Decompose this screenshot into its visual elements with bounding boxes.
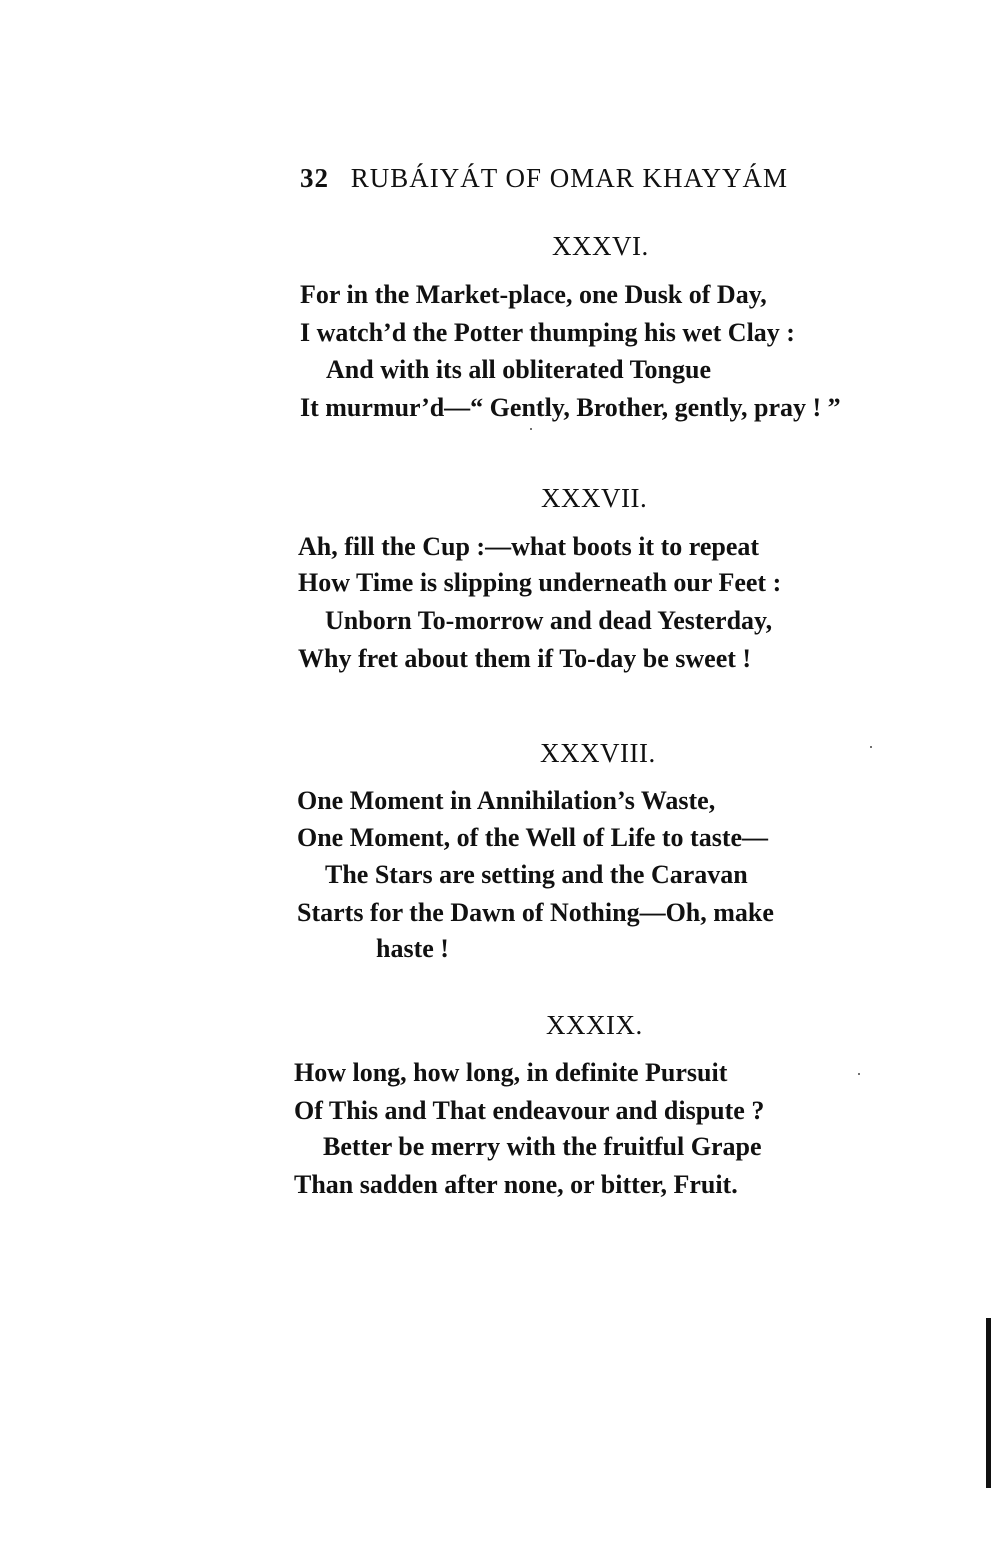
verse-line: The Stars are setting and the Caravan [325,860,748,889]
verse-line: Unborn To-morrow and dead Yesterday, [325,606,773,635]
verse-line: And with its all obliterated Tongue [326,355,712,384]
verse-line: One Moment in Annihilation’s Waste, [297,786,716,815]
verse-line: How Time is slipping underneath our Feet : [298,568,782,597]
verse-line: For in the Market-place, one Dusk of Day, [300,280,767,309]
stanza-heading: XXXVI. [552,231,649,261]
margin-bar [986,1318,991,1488]
stanza-heading: XXXIX. [546,1010,643,1040]
verse-line: One Moment, of the Well of Life to taste— [297,823,769,852]
running-title: RUBÁIYÁT OF OMAR KHAYYÁM [350,163,789,193]
verse-line-continuation: haste ! [376,934,449,963]
verse-line: How long, how long, in definite Pursuit [294,1058,728,1087]
page-header [300,163,788,194]
scan-speck [870,746,872,748]
stanza-heading: XXXVIII. [540,738,656,768]
verse-line: Of This and That endeavour and dispute ? [294,1096,765,1125]
verse-line: Than sadden after none, or bitter, Fruit. [294,1170,738,1199]
stanza-heading: XXXVII. [541,483,648,513]
verse-line: Ah, fill the Cup :—what boots it to repeat [298,532,760,561]
verse-line: Better be merry with the fruitful Grape [323,1132,762,1161]
verse-line: I watch’d the Potter thumping his wet Clay : [300,318,795,347]
page-number: 32 [300,163,329,193]
verse-line: It murmur’d—“ Gently, Brother, gently, pray ! ” [300,393,841,422]
scan-speck [530,428,532,430]
scan-speck [858,1073,860,1075]
verse-line: Starts for the Dawn of Nothing—Oh, make [297,898,774,927]
verse-line: Why fret about them if To-day be sweet ! [298,644,752,673]
